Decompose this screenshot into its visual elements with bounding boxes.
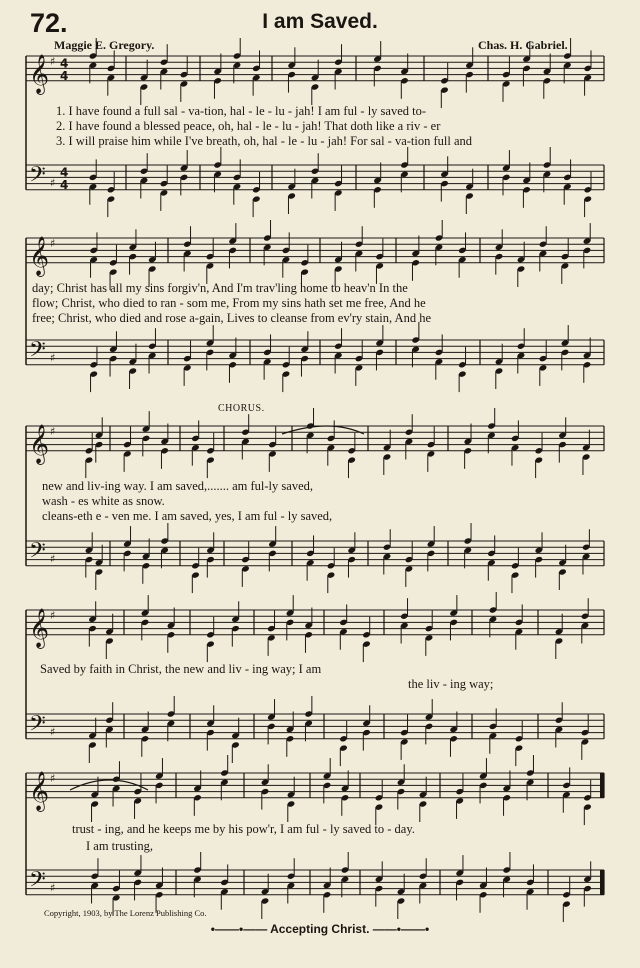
sharp-icon: ♯ — [50, 881, 56, 895]
hymn-number: 72. — [30, 8, 68, 38]
lyric-line: 2. I have found a blessed peace, oh, hal - le - lu - jah! That doth like a riv - er — [56, 119, 441, 133]
time-signature: 4 — [60, 68, 69, 83]
hymn-title: I am Saved. — [262, 10, 378, 33]
treble-clef-icon: 𝄞 — [29, 53, 50, 94]
sharp-icon: ♯ — [50, 176, 56, 190]
composer-credit: Chas. H. Gabriel. — [478, 38, 568, 52]
sharp-icon: ♯ — [50, 552, 56, 566]
final-barline — [600, 773, 604, 798]
bass-clef-icon: 𝄢 — [29, 337, 46, 368]
bass-clef-icon: 𝄢 — [29, 538, 46, 569]
lyric-line: day; Christ has all my sins forgiv'n, And I'm trav'ling home to heav'n In the — [32, 281, 408, 295]
treble-clef-icon: 𝄞 — [29, 607, 50, 648]
time-signature: 4 — [60, 177, 69, 192]
sharp-icon: ♯ — [50, 425, 56, 439]
bass-clef-icon: 𝄢 — [29, 162, 46, 193]
copyright-notice: Copyright, 1903, by The Lorenz Publishing Co. — [44, 908, 207, 918]
lyric-line: trust - ing, and he keeps me by his pow'r, I am ful - ly saved to - day. — [72, 822, 415, 836]
sharp-icon: ♯ — [50, 237, 56, 251]
lyric-line: 1. I have found a full sal - va-tion, hal - le - lu - jah! I am ful - ly saved to- — [56, 104, 427, 118]
bass-clef-icon: 𝄢 — [29, 711, 46, 742]
lyric-line: Saved by faith in Christ, the new and liv - ing way; I am — [40, 662, 322, 676]
time-signature: 4 — [60, 165, 69, 180]
treble-clef-icon: 𝄞 — [29, 770, 50, 811]
next-hymn-label: Accepting Christ. — [270, 922, 370, 936]
lyric-line: new and liv-ing way. I am saved,....... am ful-ly saved, — [42, 479, 313, 493]
sharp-icon: ♯ — [50, 772, 56, 786]
lyric-line: the liv - ing way; — [408, 677, 494, 691]
lyricist-credit: Maggie E. Gregory. — [54, 38, 155, 52]
treble-clef-icon: 𝄞 — [29, 423, 50, 464]
lyric-line: cleans-eth e - ven me. I am saved, yes, I am ful - ly saved, — [42, 509, 333, 523]
tie-curve — [282, 426, 364, 434]
sharp-icon: ♯ — [50, 351, 56, 365]
ornament-left: •——•—— — [210, 922, 268, 936]
ornament-right: ——•——• — [372, 922, 430, 936]
sharp-icon: ♯ — [50, 609, 56, 623]
lyric-line: free; Christ, who died and rose a-gain, Lives to cleanse from ev'ry stain, And he — [32, 311, 432, 325]
lyric-line: wash - es white as snow. — [42, 494, 165, 508]
bass-clef-icon: 𝄢 — [29, 867, 46, 898]
lyric-line: 3. I will praise him while I've breath, oh, hal - le - lu - jah! For sal - va-tion full and — [56, 134, 473, 148]
final-barline — [600, 870, 604, 895]
lyric-line: flow; Christ, who died to ran - som me, From my sins hath set me free, And he — [32, 296, 426, 310]
next-hymn-title — [0, 922, 640, 936]
lyric-line: I am trusting, — [86, 839, 154, 853]
treble-clef-icon: 𝄞 — [29, 235, 50, 276]
chorus-label: CHORUS. — [218, 403, 265, 414]
sharp-icon: ♯ — [50, 55, 56, 69]
time-signature: 4 — [60, 56, 69, 71]
sharp-icon: ♯ — [50, 725, 56, 739]
